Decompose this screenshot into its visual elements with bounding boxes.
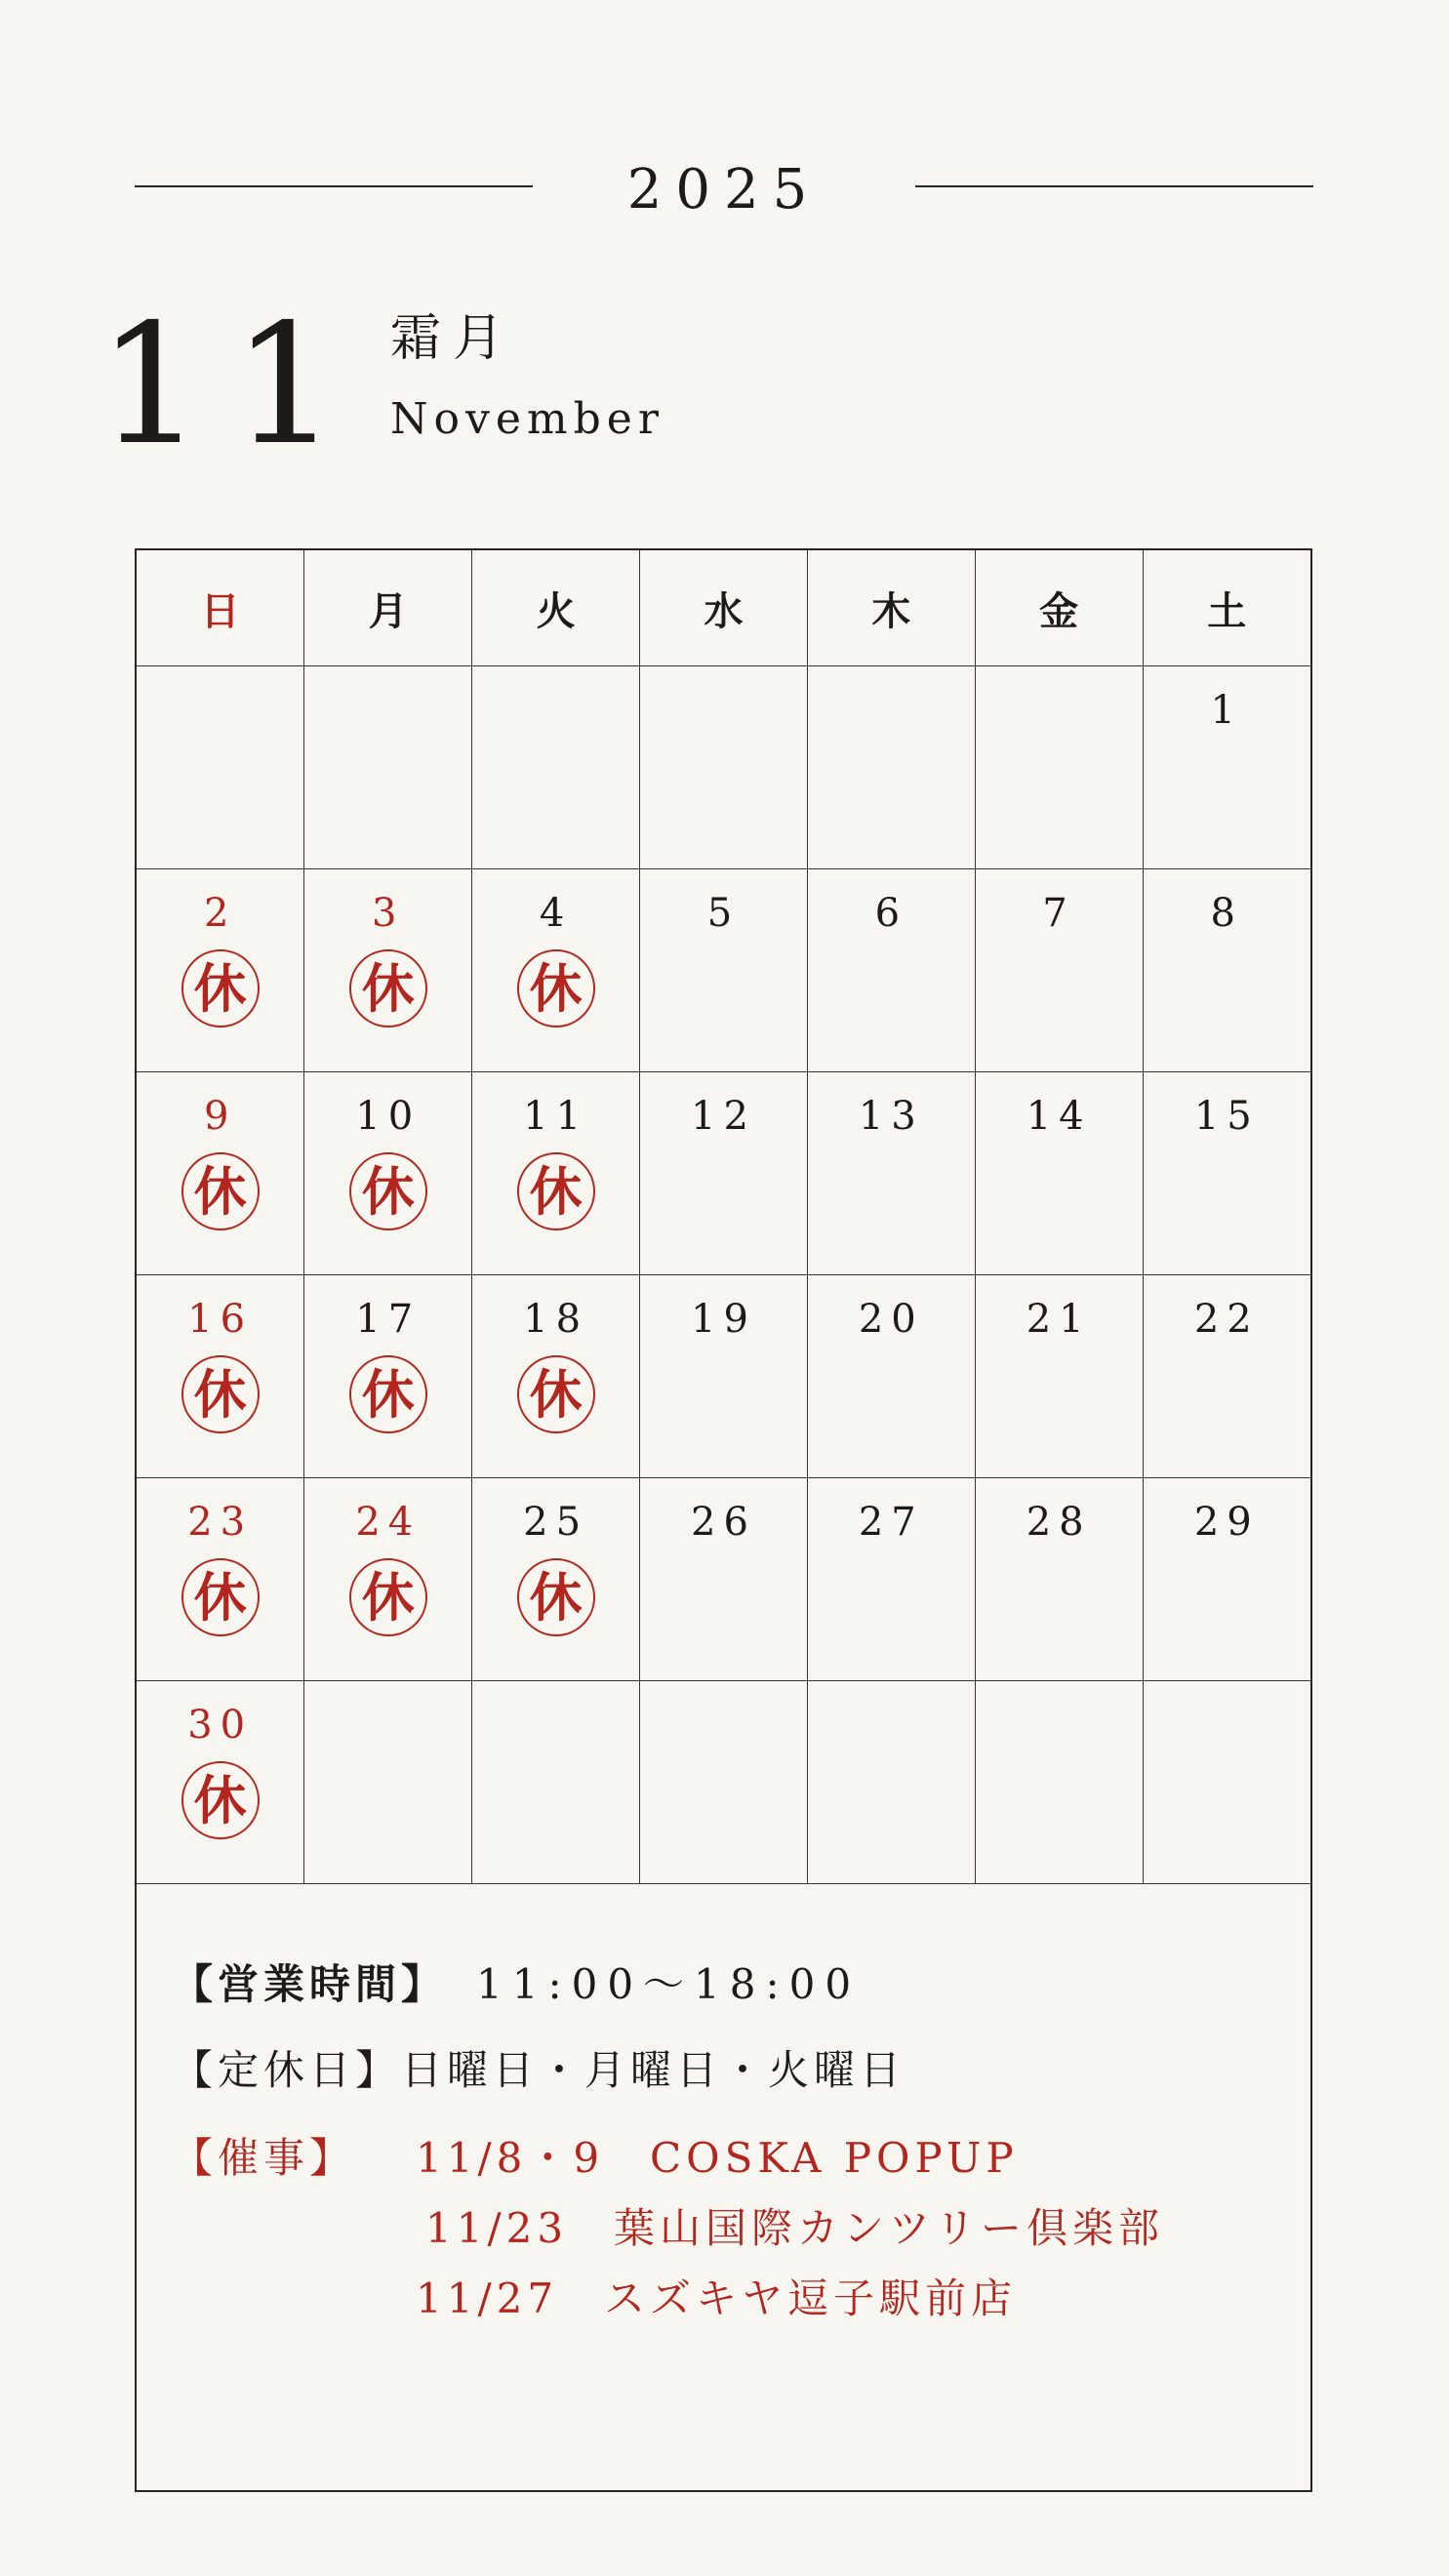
day-number: 27 <box>858 1500 924 1545</box>
day-number: 9 <box>203 1094 237 1139</box>
year-divider-left <box>135 185 533 187</box>
day-number: 26 <box>691 1500 756 1545</box>
event-item: 11/23 葉山国際カンツリー倶楽部 <box>425 2204 1165 2252</box>
calendar-day-cell <box>640 1072 808 1275</box>
day-number: 25 <box>523 1500 589 1545</box>
calendar-week-row <box>137 1681 1310 1884</box>
business-hours-line <box>172 1955 861 2014</box>
calendar-day-cell <box>975 666 1143 869</box>
calendar-day-cell <box>472 666 640 869</box>
weekday-saturday: 土 <box>1143 550 1310 666</box>
calendar-day-cell <box>807 1681 975 1884</box>
day-number: 19 <box>691 1297 756 1342</box>
business-hours-value: 11:00〜18:00 <box>476 1960 862 2008</box>
calendar-day-cell <box>1143 1681 1310 1884</box>
day-number: 7 <box>1042 891 1075 936</box>
calendar-week-row <box>137 666 1310 869</box>
closed-day-stamp: 休 <box>181 1152 260 1230</box>
closed-day-stamp: 休 <box>517 1355 595 1433</box>
calendar-day-cell <box>137 869 304 1072</box>
day-number: 21 <box>1026 1297 1092 1342</box>
year-divider-right <box>915 185 1313 187</box>
closed-day-stamp: 休 <box>349 1558 427 1636</box>
calendar-weeks <box>137 666 1310 1884</box>
day-number: 24 <box>355 1500 422 1545</box>
weekday-header-row <box>137 550 1310 666</box>
calendar-day-cell <box>640 666 808 869</box>
day-number: 3 <box>372 891 405 936</box>
calendar-week-row <box>137 1478 1310 1681</box>
closed-day-stamp: 休 <box>517 1558 595 1636</box>
calendar-day-cell <box>975 1681 1143 1884</box>
calendar-day-cell <box>304 1275 472 1478</box>
calendar-day-cell <box>304 869 472 1072</box>
day-number: 5 <box>706 891 741 936</box>
weekday-friday: 金 <box>975 550 1143 666</box>
day-number: 4 <box>539 891 573 936</box>
event-item: 11/27 スズキヤ逗子駅前店 <box>416 2274 1018 2322</box>
calendar-day-cell <box>137 1478 304 1681</box>
day-number: 15 <box>1193 1094 1260 1139</box>
calendar-day-cell <box>640 869 808 1072</box>
day-number: 22 <box>1193 1297 1260 1342</box>
day-number: 18 <box>523 1297 589 1342</box>
closed-day-stamp: 休 <box>181 1761 260 1839</box>
calendar-day-cell <box>304 1681 472 1884</box>
day-number: 17 <box>355 1297 422 1342</box>
calendar-day-cell <box>304 1478 472 1681</box>
weekday-monday: 月 <box>304 550 472 666</box>
calendar-day-cell <box>807 1478 975 1681</box>
calendar-day-cell <box>807 666 975 869</box>
calendar-day-cell <box>640 1681 808 1884</box>
month-number: 11 <box>98 289 368 482</box>
calendar-day-cell <box>975 869 1143 1072</box>
calendar-day-cell <box>640 1275 808 1478</box>
calendar-week-row <box>137 1072 1310 1275</box>
year-header <box>135 156 1313 224</box>
regular-holidays-line: 【定休日】日曜日・月曜日・火曜日 <box>172 2046 906 2094</box>
calendar-day-cell <box>975 1478 1143 1681</box>
month-japanese-name: 霜月 <box>390 309 516 368</box>
calendar-day-cell <box>472 1478 640 1681</box>
calendar-day-cell <box>1143 869 1310 1072</box>
calendar-day-cell <box>304 1072 472 1275</box>
closed-day-stamp: 休 <box>349 1355 427 1433</box>
weekday-tuesday: 火 <box>472 550 640 666</box>
closed-day-stamp: 休 <box>349 1152 427 1230</box>
calendar-day-cell <box>1143 1478 1310 1681</box>
calendar-day-cell <box>1143 1275 1310 1478</box>
closed-day-stamp: 休 <box>517 1152 595 1230</box>
calendar-box <box>135 548 1312 2492</box>
calendar-day-cell <box>472 1072 640 1275</box>
calendar-day-cell <box>137 1072 304 1275</box>
day-number: 12 <box>691 1094 756 1139</box>
weekday-sunday: 日 <box>137 550 304 666</box>
day-number: 30 <box>187 1703 254 1748</box>
closed-day-stamp: 休 <box>181 949 260 1027</box>
events-label: 【催事】 <box>172 2134 356 2182</box>
closed-day-stamp: 休 <box>349 949 427 1027</box>
event-item: 11/8・9 COSKA POPUP <box>416 2134 1019 2182</box>
calendar-day-cell <box>975 1275 1143 1478</box>
business-hours-label: 【営業時間】 <box>172 1960 448 2008</box>
closed-day-stamp: 休 <box>517 949 595 1027</box>
closed-day-stamp: 休 <box>181 1558 260 1636</box>
calendar-day-cell <box>1143 1072 1310 1275</box>
calendar-day-cell <box>137 666 304 869</box>
day-number: 20 <box>858 1297 924 1342</box>
calendar-day-cell <box>640 1478 808 1681</box>
month-english-name: November <box>390 394 664 444</box>
day-number: 14 <box>1026 1094 1092 1139</box>
calendar-day-cell <box>1143 666 1310 869</box>
day-number: 29 <box>1193 1500 1260 1545</box>
day-number: 23 <box>187 1500 254 1545</box>
day-number: 28 <box>1026 1500 1092 1545</box>
calendar-day-cell <box>472 1681 640 1884</box>
calendar-day-cell <box>807 1275 975 1478</box>
weekday-wednesday: 水 <box>640 550 808 666</box>
day-number: 16 <box>187 1297 254 1342</box>
calendar-day-cell <box>975 1072 1143 1275</box>
day-number: 13 <box>858 1094 924 1139</box>
calendar-grid <box>137 550 1310 1884</box>
calendar-day-cell <box>304 666 472 869</box>
day-number: 6 <box>874 891 908 936</box>
calendar-week-row <box>137 1275 1310 1478</box>
day-number: 2 <box>203 891 237 936</box>
day-number: 10 <box>355 1094 422 1139</box>
calendar-day-cell <box>137 1275 304 1478</box>
calendar-day-cell <box>472 869 640 1072</box>
day-number: 11 <box>523 1094 589 1139</box>
calendar-day-cell <box>807 869 975 1072</box>
calendar-day-cell <box>137 1681 304 1884</box>
weekday-thursday: 木 <box>807 550 975 666</box>
year-label: 2025 <box>626 158 822 221</box>
day-number: 1 <box>1210 688 1243 733</box>
calendar-day-cell <box>472 1275 640 1478</box>
day-number: 8 <box>1210 891 1243 936</box>
calendar-week-row <box>137 869 1310 1072</box>
calendar-day-cell <box>807 1072 975 1275</box>
closed-day-stamp: 休 <box>181 1355 260 1433</box>
